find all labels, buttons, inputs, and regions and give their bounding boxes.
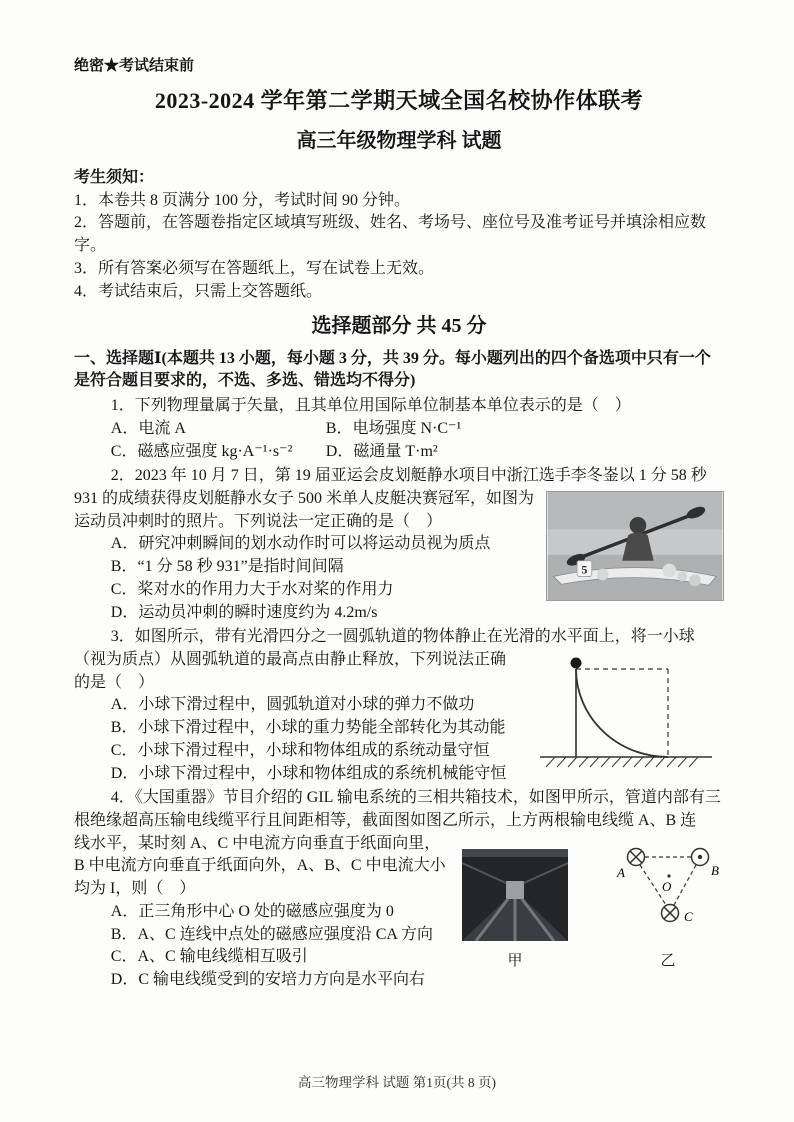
- ball-icon: [571, 657, 582, 668]
- q2-text-lead: 2．2023 年 10 月 7 日，第 19 届亚运会皮划艇静水项目中浙江选手李冬崟以 1 分 58 秒: [110, 467, 707, 485]
- q2-option-a: A．研究冲刺瞬间的划水动作时可以将运动员视为质点: [110, 535, 491, 553]
- candidate-notice: [74, 167, 724, 303]
- pipeline-photo-image: [462, 849, 568, 941]
- q3-option-d: D．小球下滑过程中，小球和物体组成的系统机械能守恒: [110, 764, 507, 782]
- q1-text: 1．下列物理量属于矢量，且其单位用国际单位制基本单位表示的是（ ）: [110, 397, 631, 415]
- q3-option-c: C．小球下滑过程中，小球和物体组成的系统动量守恒: [110, 741, 490, 759]
- notice-item-4: 4．考试结束后，只需上交答题纸。: [74, 282, 323, 300]
- question-4: [74, 787, 724, 991]
- q3-option-b: B．小球下滑过程中，小球的重力势能全部转化为其动能: [110, 719, 506, 737]
- q1-option-b: B．电场强度 N·C⁻¹: [325, 419, 462, 437]
- secrecy-label: 绝密★考试结束前: [74, 58, 195, 74]
- section-title: 选择题部分 共 45 分: [311, 315, 487, 338]
- q3-option-a: A．小球下滑过程中，圆弧轨道对小球的弹力不做功: [110, 696, 475, 714]
- label-o: O: [662, 878, 672, 894]
- q2-option-d: D．运动员冲刺的瞬时速度约为 4.2m/s: [110, 603, 378, 621]
- q4-option-d: D．C 输电线缆受到的安培力方向是水平向右: [110, 971, 426, 989]
- q4-body: [74, 833, 724, 992]
- q4-option-b: B．A、C 连线中点处的磁感应强度沿 CA 方向: [110, 925, 434, 943]
- question-2: [74, 465, 724, 624]
- pipeline-photo: [462, 849, 568, 973]
- notice-item-3: 3．所有答案必须写在答题纸上，写在试卷上无效。: [74, 259, 435, 277]
- label-a: A: [617, 864, 625, 880]
- arc-track-diagram-image: [528, 651, 724, 777]
- q3-text-rest: （视为质点）从圆弧轨道的最高点由静止释放，下列说法正确的是（ ）: [74, 650, 507, 691]
- boat-number: 5: [581, 563, 588, 577]
- q1-option-c: C．磁感应强度 kg·A⁻¹·s⁻²: [110, 442, 293, 460]
- notice-heading: 考生须知：: [74, 168, 155, 186]
- notice-item-1: 1．本卷共 8 页满分 100 分，考试时间 90 分钟。: [74, 191, 411, 209]
- notice-item-2: 2．答题前，在答题卷指定区域填写班级、姓名、考场号、座位号及准考证号并填涂相应数字。: [74, 214, 707, 255]
- q1-option-a: A．电流 A: [110, 419, 186, 437]
- q1-option-d: D．磁通量 T·m²: [325, 442, 438, 460]
- kayak-photo: [546, 491, 724, 601]
- q2-option-c: C．桨对水的作用力大于水对桨的作用力: [110, 580, 394, 598]
- cross-section-diagram: [612, 837, 724, 973]
- exam-title: 2023-2024 学年第二学期天域全国名校协作体联考: [154, 88, 644, 114]
- label-c: C: [684, 908, 693, 924]
- q4-option-c: C．A、C 输电线缆相互吸引: [110, 948, 308, 966]
- figure-caption-yi: 乙: [660, 953, 676, 970]
- exam-subtitle: 高三年级物理学科 试题: [296, 129, 502, 152]
- figure-caption-jia: 甲: [507, 953, 523, 970]
- q3-text-lead: 3．如图所示，带有光滑四分之一圆弧轨道的物体静止在光滑的水平面上，将一小球: [110, 628, 695, 646]
- cross-section-diagram-image: [612, 837, 724, 941]
- question-1: [74, 395, 724, 463]
- arc-track-diagram: [528, 651, 724, 777]
- question-3: [74, 626, 724, 785]
- q2-option-b: B．“1 分 58 秒 931”是指时间间隔: [110, 558, 344, 576]
- q2-text-rest: 931 的成绩获得皮划艇静水女子 500 米单人皮艇决赛冠军，如图为运动员冲刺时的照片。下列说法一定正确的是（ ）: [74, 489, 535, 530]
- q4-option-a: A．正三角形中心 O 处的磁感应强度为 0: [110, 902, 394, 920]
- section-intro: 一、选择题Ⅰ(本题共 13 小题，每小题 3 分，共 39 分。每小题列出的四个备选项中只有一个是符合题目要求的，不选、多选、错选均不得分): [74, 349, 711, 390]
- q1-options: [74, 418, 724, 463]
- q3-body: [74, 649, 724, 785]
- q4-text-lead: 4．《大国重器》节目介绍的 GIL 输电系统的三相共箱技术，如图甲所示，管道内部有三根绝缘超高压输电线缆平行且间距相等，截面图如图乙所示，上方两根输电线缆 A、B 连: [74, 789, 721, 829]
- q4-text-rest: 线水平，某时刻 A、C 中电流方向垂直于纸面向里，B 中电流方向垂直于纸面向外，A、B、C 中电流大小均为 I，则（ ）: [74, 834, 446, 898]
- label-b: B: [711, 862, 719, 878]
- q4-figures: [462, 837, 724, 973]
- kayak-photo-image: [547, 492, 723, 600]
- q2-body: [74, 488, 724, 624]
- page-footer: 高三物理学科 试题 第1页(共 8 页): [298, 1074, 496, 1090]
